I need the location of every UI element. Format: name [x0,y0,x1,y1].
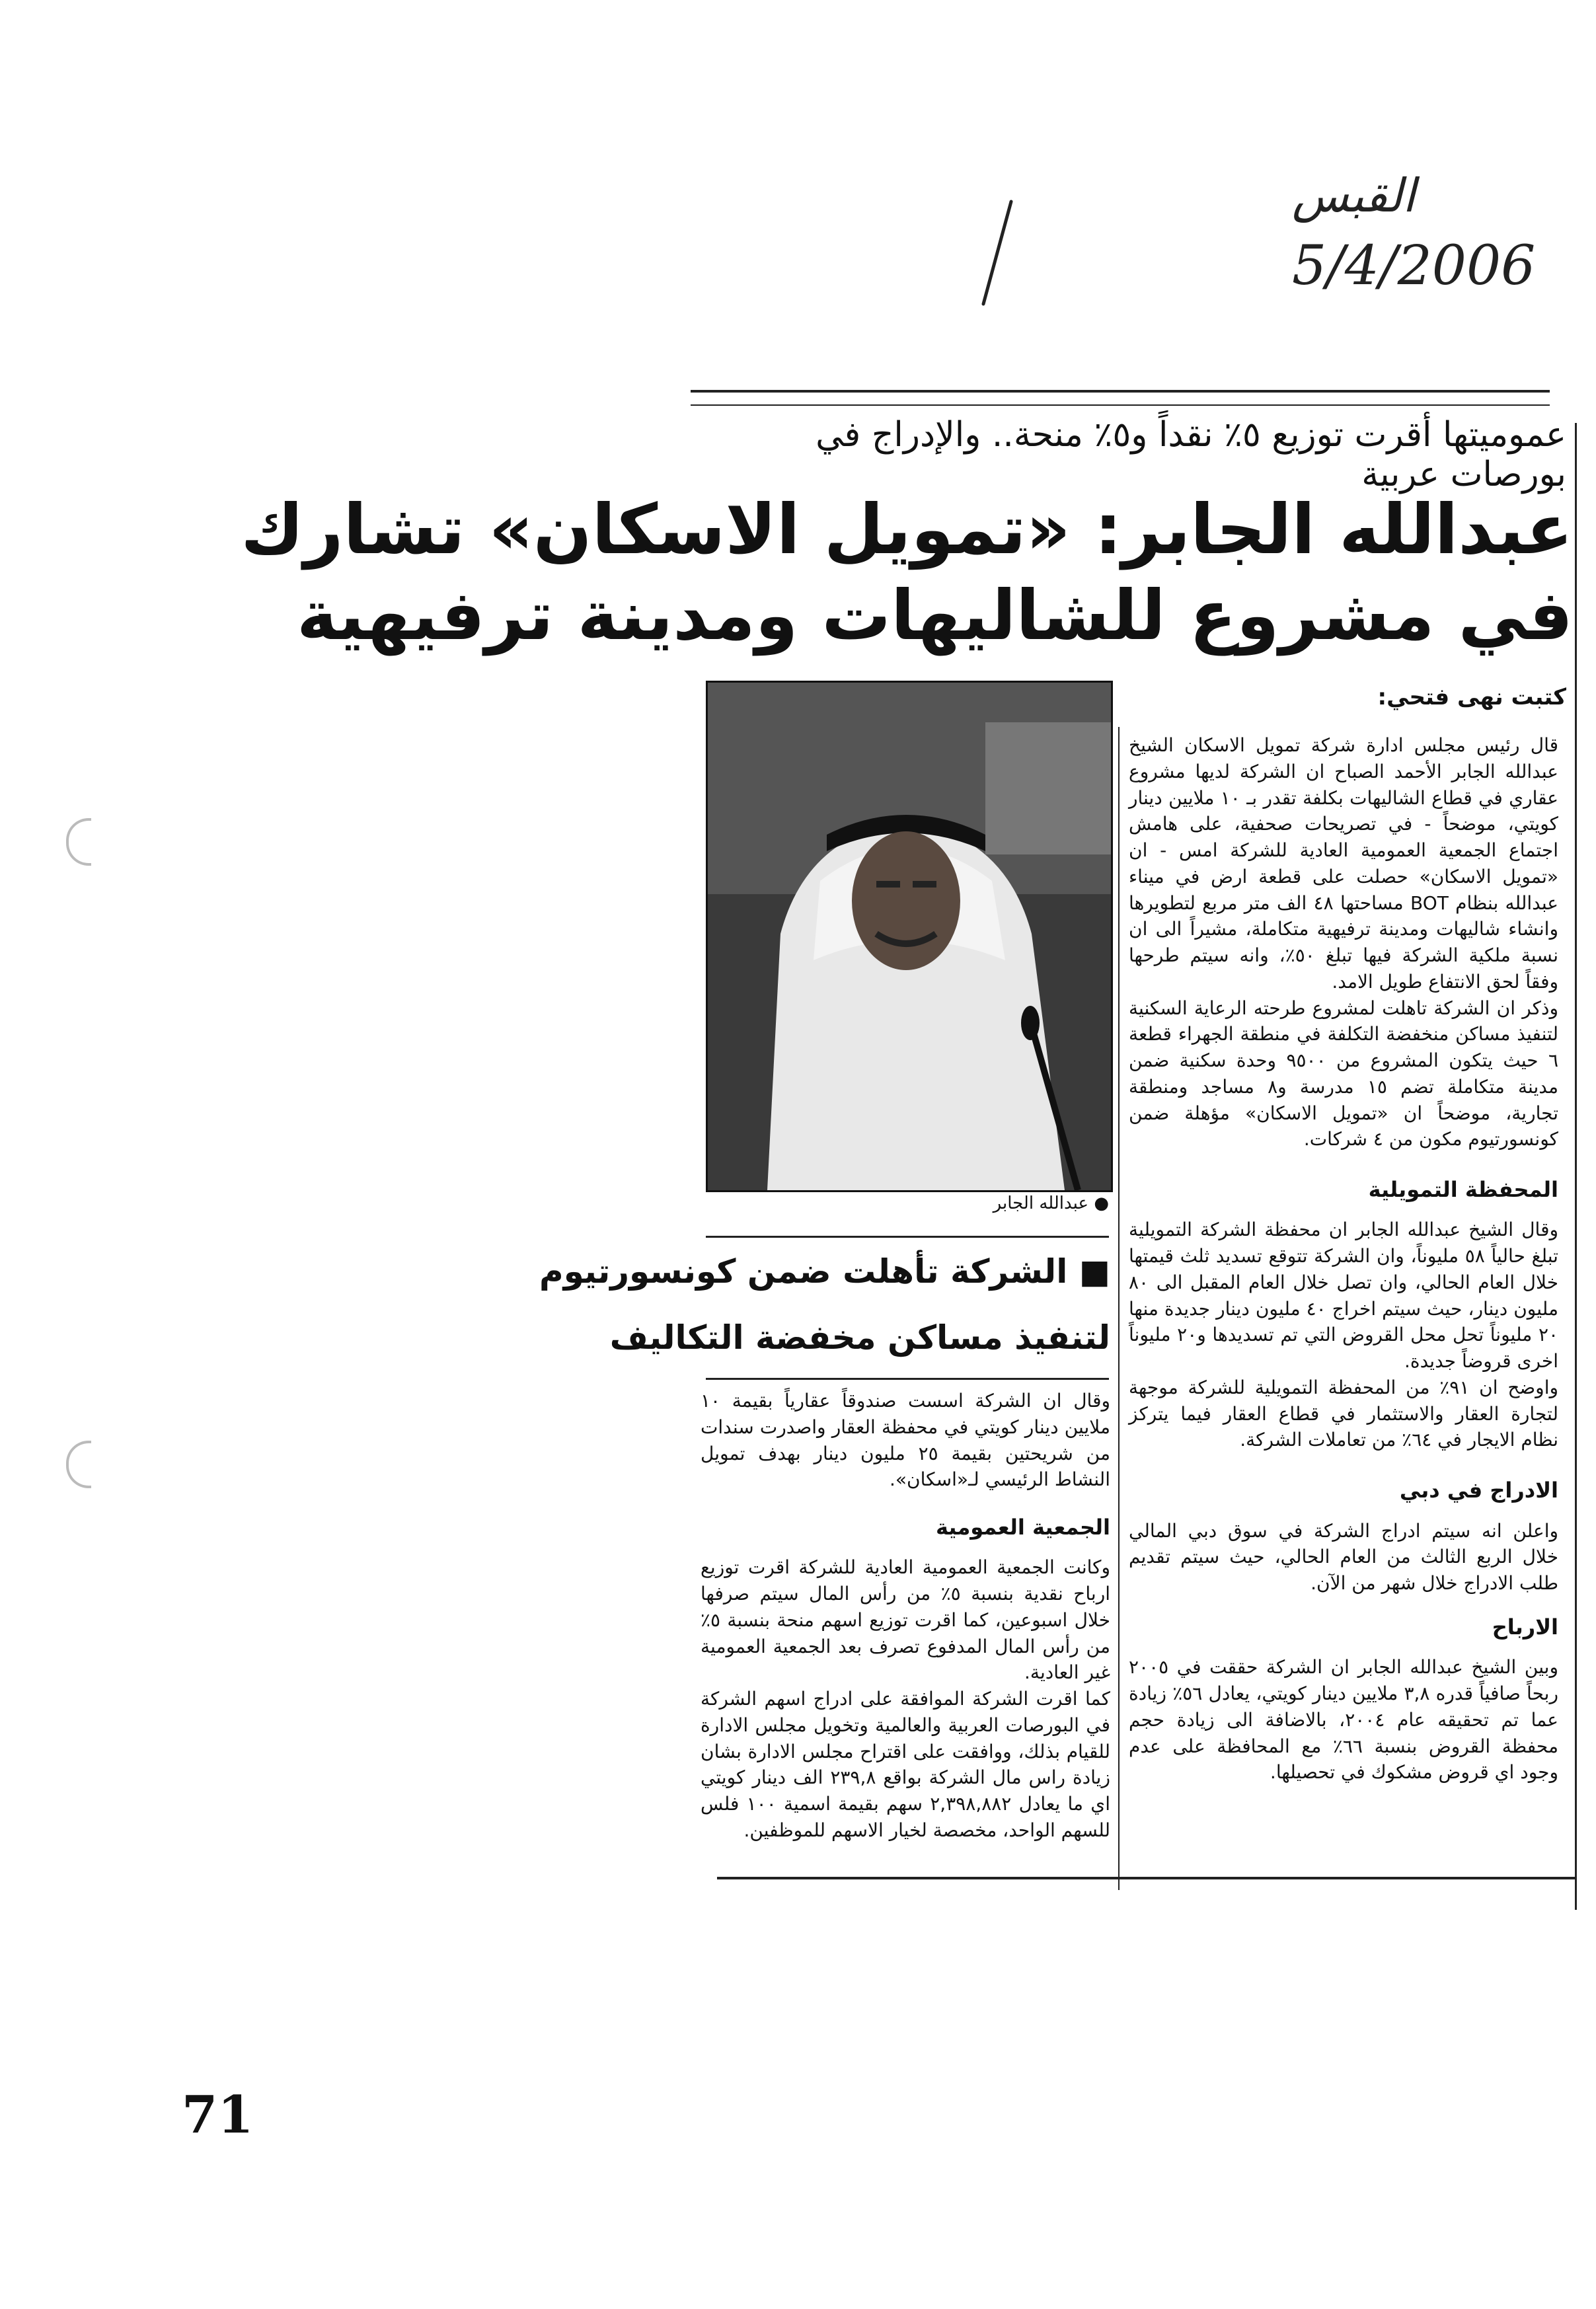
portrait-photo [706,681,1113,1192]
article-right-border [1575,423,1577,1910]
portrait-image [708,683,1111,1190]
photo-caption-text: عبدالله الجابر [993,1193,1089,1213]
subheading-portfolio: المحفظة التمويلية [1368,1177,1558,1202]
pullquote-line2: لتنفيذ مساكن مخفضة التكاليف [609,1318,1110,1357]
binder-hole-top [66,818,91,866]
paragraph: وكانت الجمعية العمومية العادية للشركة اقرت توزيع ارباح نقدية بنسبة ٥٪ من رأس المال سيتم صرفها خلال اسبوعين، كما اقرت توزيع اسهم منحة بنسبة ٥٪ من رأس المال المدفوع تصرف بعد الجمعية العمومية غير العادية. [701,1556,1111,1684]
paragraph: وذكر ان الشركة تاهلت لمشروع طرحته الرعاية السكنية لتنفيذ مساكن منخفضة التكلفة في منطقة الجهراء قطعة ٦ حيث يتكون المشروع من ٩٥٠٠ وحدة سكنية ضمن مدينة متكاملة تضم ١٥ مدرسة و٨ مساجد ومنطقة تجارية، موضحاً ان «تمويل الاسكان» مؤهلة ضمن كونسورتيوم مكون من ٤ شركات. [1129,997,1559,1151]
top-rule [691,390,1550,393]
headline-line1: عبدالله الجابر: «تمويل الاسكان» تشارك [241,489,1573,570]
pullquote-line1 [539,1252,1110,1291]
subheading-assembly: الجمعية العمومية [935,1515,1110,1540]
paragraph: وقال الشيخ عبدالله الجابر ان محفظة الشركة التمويلية تبلغ حالياً ٥٨ مليوناً، وان الشركة تتوقع تسديد ثلث قيمتها خلال العام الحالي، وان تصل خلال العام المقبل الى ٨٠ مليون دينار، حيث سيتم اخراج ٤٠ مليون دينار جديدة منها ٢٠ مليوناً تحل محل القروض التي تم تسديدها و٢٠ مليوناً اخرى قروضاً جديدة. [1129,1219,1559,1373]
pullquote-line1-text: الشركة تأهلت ضمن كونسورتيوم [539,1252,1068,1291]
column-separator [1118,727,1120,1890]
caption-bullet: ● [1094,1193,1109,1213]
kicker: عموميتها أقرت توزيع ٥٪ نقداً و٥٪ منحة.. والإدراج في بورصات عربية [816,415,1566,494]
pullquote-bottom-rule [706,1378,1109,1380]
paragraph: كما اقرت الشركة الموافقة على ادراج اسهم الشركة في البورصات العربية والعالمية وتخويل مجلس الادارة للقيام بذلك، ووافقت على اقتراح مجلس الادارة بشان زيادة راس مال الشركة بواقع ٢٣٩,٨ الف دينار كويتي اي ما يعادل ٢,٣٩٨,٨٨٢ سهم بقيمة اسمية ١٠٠ فلس للسهم الواحد، مخصصة لخيار الاسهم للموظفين. [701,1688,1110,1841]
paragraph: وقال ان الشركة اسست صندوقاً عقارياً بقيمة ١٠ ملايين دينار كويتي في محفظة العقار واصدرت سندات من شريحتين بقيمة ٢٥ مليون دينار بهدف تمويل النشاط الرئيسي لـ«اسكان». [701,1390,1110,1491]
paragraph: وبين الشيخ عبدالله الجابر ان الشركة حققت في ٢٠٠٥ ربحاً صافياً قدره ٣,٨ ملايين دينار كويتي، يعادل ٥٦٪ زيادة عما تم تحقيقه عام ٢٠٠٤، بالاضافة الى زيادة حجم محفظة القروض بنسبة ٦٦٪ مع المحافظة على عدم وجود اي قروض مشكوك في تحصيلها. [1129,1656,1558,1784]
right-column [1129,732,1558,1786]
pullquote-top-rule [706,1236,1109,1238]
paragraph: واعلن انه سيتم ادراج الشركة في سوق دبي المالي خلال الربع الثالث من العام الحالي، حيث سيتم تقديم طلب الادراج خلال شهر من الآن. [1129,1519,1558,1595]
photo-caption [706,1193,1109,1213]
bottom-rule [717,1877,1576,1879]
subheading-profits: الارباح [1492,1614,1558,1640]
top-rule-thin [691,404,1550,406]
handwritten-slash [971,198,1024,311]
paragraph: واوضح ان ٩١٪ من المحفظة التمويلية للشركة موجهة لتجارة العقار والاستثمار في قطاع العقار فيما يتركز نظام الايجار في ٦٤٪ من تعاملات الشركة. [1129,1376,1558,1451]
pullquote-square: ■ [1067,1252,1110,1291]
left-column [701,1388,1110,1844]
paragraph: قال رئيس مجلس ادارة شركة تمويل الاسكان الشيخ عبدالله الجابر الأحمد الصباح ان الشركة لديها مشروع عقاري في قطاع الشاليهات بكلفة تقدر بـ ١٠ ملايين دينار كويتي، موضحاً - في تصريحات صحفية، على هامش اجتماع الجمعية العمومية العادية للشركة امس - ان «تمويل الاسكان» حصلت على قطعة ارض في ميناء عبدالله بنظام BOT مساحتها ٤٨ الف متر مربع لتطويرها وانشاء شاليهات ومدينة ترفيهية متكاملة، مشيراً الى ان نسبة ملكية الشركة فيها تبلغ ٥٠٪، وانه سيتم طرحها وفقاً لحق الانتفاع طويل الامد. [1129,734,1558,993]
page-number: 71 [182,2085,254,2145]
binder-hole-bottom [66,1441,91,1488]
handwritten-source: القبس [1292,169,1416,223]
headline-line2: في مشروع للشاليهات ومدينة ترفيهية [296,575,1573,656]
handwritten-date: 5/4/2006 [1292,235,1536,297]
subheading-dubai: الادراج في دبي [1399,1478,1558,1503]
byline: كتبت نهى فتحي: [1377,684,1566,710]
